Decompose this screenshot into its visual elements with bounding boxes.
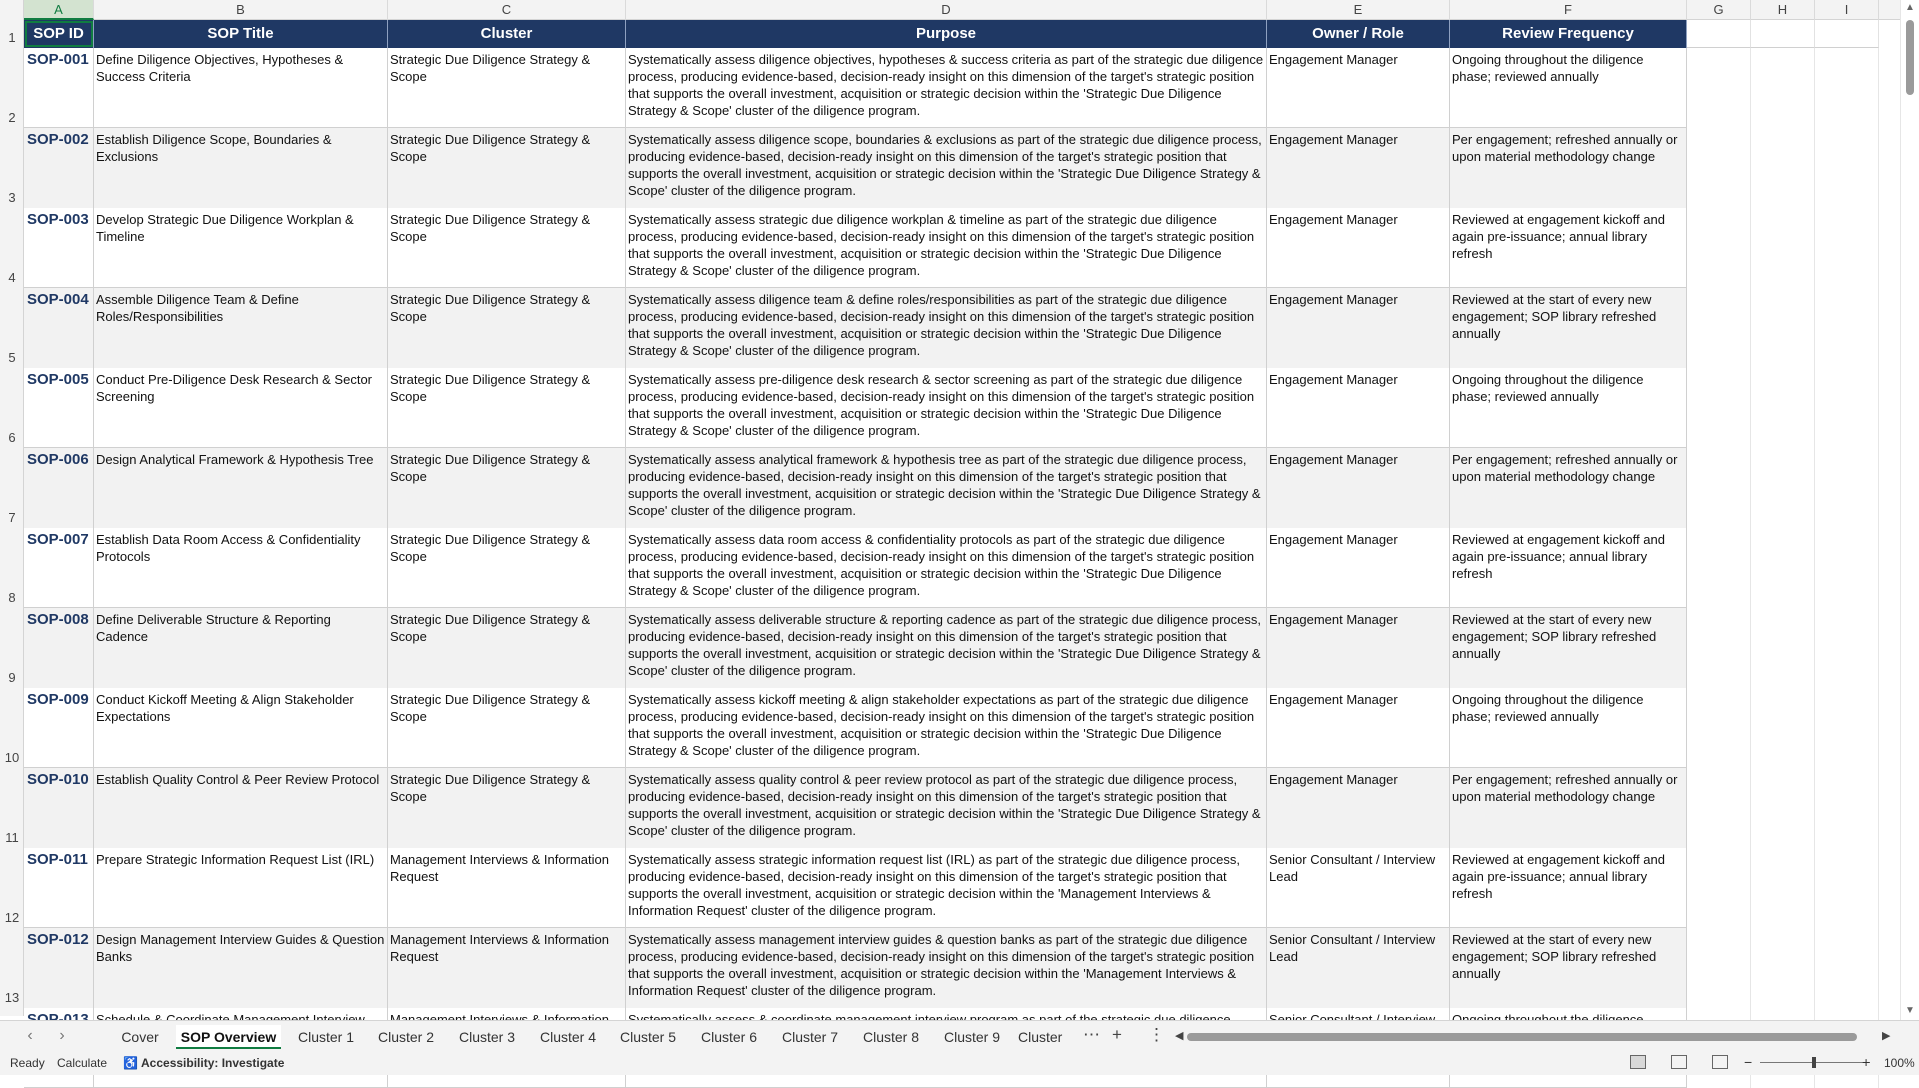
- cell-cluster[interactable]: Strategic Due Diligence Strategy & Scope: [388, 608, 626, 688]
- cell-purpose[interactable]: Systematically assess management interview guides & question banks as part of the strategic due diligence process, producing evidence-based, decision-ready insight on this dimension of the target's strategic position that supports the overall investment, acquisition or strategic decision within the 'Management Interviews & Information Request' cluster of the diligence program.: [626, 928, 1267, 1008]
- row-header-12[interactable]: 12: [4, 910, 20, 925]
- cell-purpose[interactable]: Systematically assess diligence scope, boundaries & exclusions as part of the strategic due diligence process, producing evidence-based, decision-ready insight on this dimension of the target's strategic position that supports the overall investment, acquisition or strategic decision within the 'Strategic Due Diligence Strategy & Scope' cluster of the diligence program.: [626, 128, 1267, 208]
- table-row: [24, 528, 1879, 608]
- cell-owner[interactable]: Engagement Manager: [1267, 288, 1450, 368]
- empty-cell[interactable]: [1815, 208, 1879, 288]
- cell-owner[interactable]: Engagement Manager: [1267, 608, 1450, 688]
- cell-cluster[interactable]: Strategic Due Diligence Strategy & Scope: [388, 688, 626, 768]
- zoom-slider-knob[interactable]: [1812, 1057, 1816, 1068]
- page-break-view-icon[interactable]: [1712, 1055, 1728, 1069]
- header-cell-sop-id[interactable]: SOP ID: [24, 20, 94, 48]
- cell-sop-title[interactable]: Establish Quality Control & Peer Review Protocol: [94, 768, 388, 848]
- table-row: [24, 608, 1879, 688]
- column-header-e[interactable]: E: [1267, 0, 1450, 20]
- cell-sop-title[interactable]: Conduct Kickoff Meeting & Align Stakeholder Expectations: [94, 688, 388, 768]
- cell-sop-title[interactable]: Define Deliverable Structure & Reporting Cadence: [94, 608, 388, 688]
- row-header-13[interactable]: 13: [4, 990, 20, 1005]
- column-header-a[interactable]: A: [24, 0, 94, 20]
- vertical-scroll-thumb[interactable]: [1906, 20, 1914, 95]
- zoom-in-icon[interactable]: +: [1862, 1054, 1871, 1070]
- cell-sop-title[interactable]: Design Management Interview Guides & Question Banks: [94, 928, 388, 1008]
- table-row: [24, 928, 1879, 1008]
- vertical-scrollbar[interactable]: [1900, 0, 1919, 1020]
- cell-cluster[interactable]: Strategic Due Diligence Strategy & Scope: [388, 128, 626, 208]
- cell-sop-title[interactable]: Assemble Diligence Team & Define Roles/Responsibilities: [94, 288, 388, 368]
- empty-cell[interactable]: [1751, 20, 1815, 48]
- empty-cell[interactable]: [1815, 608, 1879, 688]
- horizontal-scroll-thumb[interactable]: [1187, 1033, 1857, 1041]
- row-header-4[interactable]: 4: [8, 270, 16, 285]
- sheet-tab-cover[interactable]: Cover: [121, 1029, 159, 1045]
- empty-cell[interactable]: [1751, 768, 1815, 848]
- cell-owner[interactable]: Engagement Manager: [1267, 48, 1450, 128]
- empty-cell[interactable]: [1751, 128, 1815, 208]
- cell-sop-id[interactable]: SOP-010: [24, 768, 94, 848]
- cell-sop-title[interactable]: Design Analytical Framework & Hypothesis Tree: [94, 448, 388, 528]
- sheet-tab-sop-overview[interactable]: [176, 1025, 281, 1049]
- scroll-up-icon[interactable]: ▲: [1905, 2, 1915, 13]
- empty-cell[interactable]: [1687, 208, 1751, 288]
- column-header-h[interactable]: H: [1751, 0, 1815, 20]
- header-cell-cluster[interactable]: Cluster: [388, 20, 626, 48]
- cell-review[interactable]: Reviewed at the start of every new engagement; SOP library refreshed annually: [1450, 608, 1687, 688]
- page-layout-view-icon[interactable]: [1671, 1055, 1687, 1069]
- cell-review[interactable]: Ongoing throughout the diligence phase; reviewed annually: [1450, 368, 1687, 448]
- empty-cell[interactable]: [1815, 288, 1879, 368]
- sheet-tab-cluster-more[interactable]: Cluster: [1018, 1029, 1063, 1045]
- cell-cluster[interactable]: Management Interviews & Information Request: [388, 928, 626, 1008]
- cell-owner[interactable]: Engagement Manager: [1267, 688, 1450, 768]
- cell-sop-id[interactable]: SOP-001: [24, 48, 94, 128]
- cell-review[interactable]: Per engagement; refreshed annually or upon material methodology change: [1450, 768, 1687, 848]
- row-header-2[interactable]: 2: [8, 110, 16, 125]
- column-header-d[interactable]: D: [626, 0, 1267, 20]
- horizontal-scrollbar[interactable]: [1175, 1029, 1895, 1043]
- table-row: [24, 688, 1879, 768]
- select-all-corner[interactable]: [0, 0, 24, 20]
- spreadsheet-grid[interactable]: [24, 20, 1900, 1016]
- empty-cell[interactable]: [1687, 768, 1751, 848]
- sheet-tab-cluster-3[interactable]: Cluster 3: [458, 1029, 516, 1045]
- empty-cell[interactable]: [1751, 368, 1815, 448]
- empty-cell[interactable]: [1687, 528, 1751, 608]
- empty-cell[interactable]: [1751, 928, 1815, 1008]
- empty-cell[interactable]: [1815, 368, 1879, 448]
- empty-cell[interactable]: [1687, 288, 1751, 368]
- empty-cell[interactable]: [1815, 928, 1879, 1008]
- cell-owner[interactable]: Senior Consultant / Interview Lead: [1267, 848, 1450, 928]
- empty-cell[interactable]: [1815, 448, 1879, 528]
- cell-cluster[interactable]: Strategic Due Diligence Strategy & Scope: [388, 288, 626, 368]
- empty-cell[interactable]: [1687, 608, 1751, 688]
- row-header-3[interactable]: 3: [8, 190, 16, 205]
- cell-owner[interactable]: Senior Consultant / Interview Lead: [1267, 928, 1450, 1008]
- cell-review[interactable]: Reviewed at the start of every new engagement; SOP library refreshed annually: [1450, 928, 1687, 1008]
- cell-sop-title[interactable]: Prepare Strategic Information Request List (IRL): [94, 848, 388, 928]
- scroll-left-icon[interactable]: ◀: [1175, 1030, 1184, 1042]
- empty-cell[interactable]: [1815, 848, 1879, 928]
- table-row: [24, 288, 1879, 368]
- sheet-tab-cluster-4[interactable]: Cluster 4: [539, 1029, 597, 1045]
- status-accessibility[interactable]: Accessibility: Investigate: [141, 1056, 285, 1070]
- cell-sop-id[interactable]: SOP-011: [24, 848, 94, 928]
- empty-cell[interactable]: [1687, 448, 1751, 528]
- cell-purpose[interactable]: Systematically assess diligence objectives, hypotheses & success criteria as part of the strategic due diligence process, producing evidence-based, decision-ready insight on this dimension of the target's strategic position that supports the overall investment, acquisition or strategic decision within the 'Strategic Due Diligence Strategy & Scope' cluster of the diligence program.: [626, 48, 1267, 128]
- row-header-9[interactable]: 9: [8, 670, 16, 685]
- sheet-tab-cluster-9[interactable]: Cluster 9: [943, 1029, 1001, 1045]
- empty-cell[interactable]: [1751, 608, 1815, 688]
- column-header-i[interactable]: I: [1815, 0, 1879, 20]
- sheet-options-icon[interactable]: ⋮: [1148, 1025, 1165, 1044]
- table-row: [24, 48, 1879, 128]
- empty-cell[interactable]: [1815, 688, 1879, 768]
- cell-sop-title[interactable]: Conduct Pre-Diligence Desk Research & Sector Screening: [94, 368, 388, 448]
- cell-sop-title[interactable]: Define Diligence Objectives, Hypotheses & Success Criteria: [94, 48, 388, 128]
- empty-cell[interactable]: [1815, 128, 1879, 208]
- sheet-tab-cluster-7[interactable]: Cluster 7: [781, 1029, 839, 1045]
- empty-cell[interactable]: [1815, 20, 1879, 48]
- column-header-b[interactable]: B: [94, 0, 388, 20]
- prev-sheet-icon[interactable]: ‹: [27, 1027, 33, 1044]
- cell-review[interactable]: Reviewed at the start of every new engagement; SOP library refreshed annually: [1450, 288, 1687, 368]
- cell-sop-id[interactable]: SOP-009: [24, 688, 94, 768]
- row-header-11[interactable]: 11: [5, 830, 19, 845]
- empty-cell[interactable]: [1687, 368, 1751, 448]
- sheet-tab-label: SOP Overview: [180, 1029, 277, 1045]
- empty-cell[interactable]: [1751, 848, 1815, 928]
- cell-sop-id[interactable]: SOP-003: [24, 208, 94, 288]
- column-header-f[interactable]: F: [1450, 0, 1687, 20]
- sheet-tab-cluster-2[interactable]: Cluster 2: [377, 1029, 435, 1045]
- header-cell-purpose[interactable]: Purpose: [626, 20, 1267, 48]
- table-header-row: [24, 20, 1879, 48]
- cell-purpose[interactable]: Systematically assess quality control & peer review protocol as part of the strategic due diligence process, producing evidence-based, decision-ready insight on this dimension of the target's strategic position that supports the overall investment, acquisition or strategic decision within the 'Strategic Due Diligence Strategy & Scope' cluster of the diligence program.: [626, 768, 1267, 848]
- cell-owner[interactable]: Engagement Manager: [1267, 128, 1450, 208]
- empty-cell[interactable]: [1687, 848, 1751, 928]
- status-bar: [0, 1052, 1919, 1075]
- table-row: [24, 448, 1879, 528]
- cell-sop-title[interactable]: Establish Diligence Scope, Boundaries & Exclusions: [94, 128, 388, 208]
- empty-cell[interactable]: [1751, 688, 1815, 768]
- status-ready: Ready: [10, 1056, 45, 1070]
- row-header-6[interactable]: 6: [8, 430, 16, 445]
- cell-purpose[interactable]: Systematically assess strategic information request list (IRL) as part of the strategic due diligence process, producing evidence-based, decision-ready insight on this dimension of the target's strategic position that supports the overall investment, acquisition or strategic decision within the 'Management Interviews & Information Request' cluster of the diligence program.: [626, 848, 1267, 928]
- cell-review[interactable]: Ongoing throughout the diligence phase; reviewed annually: [1450, 48, 1687, 128]
- column-header-g[interactable]: G: [1687, 0, 1751, 20]
- row-header-8[interactable]: 8: [8, 590, 16, 605]
- status-calculate[interactable]: Calculate: [57, 1056, 108, 1070]
- row-header-bar: [0, 20, 24, 1016]
- cell-purpose[interactable]: Systematically assess data room access & confidentiality protocols as part of the strategic due diligence process, producing evidence-based, decision-ready insight on this dimension of the target's strategic position that supports the overall investment, acquisition or strategic decision within the 'Strategic Due Diligence Strategy & Scope' cluster of the diligence program.: [626, 528, 1267, 608]
- empty-cell[interactable]: [1687, 20, 1751, 48]
- cell-sop-id[interactable]: SOP-005: [24, 368, 94, 448]
- scroll-down-icon[interactable]: ▼: [1905, 1005, 1915, 1016]
- column-header-c[interactable]: C: [388, 0, 626, 20]
- normal-view-icon[interactable]: [1630, 1055, 1646, 1069]
- zoom-slider[interactable]: [1760, 1062, 1870, 1063]
- cell-owner[interactable]: Engagement Manager: [1267, 768, 1450, 848]
- cell-sop-id[interactable]: SOP-012: [24, 928, 94, 1008]
- sheet-tab-cluster-1[interactable]: Cluster 1: [297, 1029, 355, 1045]
- cell-cluster[interactable]: Strategic Due Diligence Strategy & Scope: [388, 528, 626, 608]
- cell-sop-title[interactable]: Develop Strategic Due Diligence Workplan & Timeline: [94, 208, 388, 288]
- empty-cell[interactable]: [1815, 528, 1879, 608]
- cell-sop-id[interactable]: SOP-007: [24, 528, 94, 608]
- empty-cell[interactable]: [1687, 128, 1751, 208]
- cell-cluster[interactable]: Management Interviews & Information Request: [388, 848, 626, 928]
- next-sheet-icon[interactable]: ›: [59, 1027, 65, 1044]
- more-sheets-icon[interactable]: ⋯: [1083, 1025, 1100, 1044]
- cell-purpose[interactable]: Systematically assess deliverable structure & reporting cadence as part of the strategic due diligence process, producing evidence-based, decision-ready insight on this dimension of the target's strategic position that supports the overall investment, acquisition or strategic decision within the 'Strategic Due Diligence Strategy & Scope' cluster of the diligence program.: [626, 608, 1267, 688]
- cell-review[interactable]: Reviewed at engagement kickoff and again pre-issuance; annual library refresh: [1450, 528, 1687, 608]
- table-row: [24, 368, 1879, 448]
- cell-sop-id[interactable]: SOP-006: [24, 448, 94, 528]
- sheet-tab-cluster-8[interactable]: Cluster 8: [862, 1029, 920, 1045]
- cell-sop-id[interactable]: SOP-008: [24, 608, 94, 688]
- empty-cell[interactable]: [1751, 288, 1815, 368]
- row-header-5[interactable]: 5: [8, 350, 16, 365]
- scroll-right-icon[interactable]: ▶: [1882, 1030, 1891, 1042]
- table-row: [24, 768, 1879, 848]
- cell-purpose[interactable]: Systematically assess strategic due diligence workplan & timeline as part of the strategic due diligence process, producing evidence-based, decision-ready insight on this dimension of the target's strategic position that supports the overall investment, acquisition or strategic decision within the 'Strategic Due Diligence Strategy & Scope' cluster of the diligence program.: [626, 208, 1267, 288]
- cell-owner[interactable]: Engagement Manager: [1267, 448, 1450, 528]
- header-cell-owner[interactable]: Owner / Role: [1267, 20, 1450, 48]
- cell-cluster[interactable]: Strategic Due Diligence Strategy & Scope: [388, 48, 626, 128]
- cell-cluster[interactable]: Strategic Due Diligence Strategy & Scope: [388, 768, 626, 848]
- header-cell-review[interactable]: Review Frequency: [1450, 20, 1687, 48]
- sheet-tab-cluster-5[interactable]: Cluster 5: [619, 1029, 677, 1045]
- cell-sop-id[interactable]: SOP-004: [24, 288, 94, 368]
- cell-owner[interactable]: Engagement Manager: [1267, 528, 1450, 608]
- cell-sop-title[interactable]: Establish Data Room Access & Confidentiality Protocols: [94, 528, 388, 608]
- cell-review[interactable]: Reviewed at engagement kickoff and again pre-issuance; annual library refresh: [1450, 848, 1687, 928]
- empty-cell[interactable]: [1815, 768, 1879, 848]
- add-sheet-icon[interactable]: +: [1112, 1025, 1122, 1044]
- row-header-1[interactable]: 1: [8, 30, 16, 45]
- cell-purpose[interactable]: Systematically assess diligence team & define roles/responsibilities as part of the strategic due diligence process, producing evidence-based, decision-ready insight on this dimension of the target's strategic position that supports the overall investment, acquisition or strategic decision within the 'Strategic Due Diligence Strategy & Scope' cluster of the diligence program.: [626, 288, 1267, 368]
- empty-cell[interactable]: [1687, 48, 1751, 128]
- cell-owner[interactable]: Engagement Manager: [1267, 368, 1450, 448]
- column-header-bar: [0, 0, 1900, 20]
- empty-cell[interactable]: [1751, 528, 1815, 608]
- zoom-out-icon[interactable]: −: [1744, 1054, 1753, 1070]
- accessibility-icon: ♿: [123, 1056, 138, 1070]
- zoom-level[interactable]: 100%: [1884, 1056, 1915, 1070]
- empty-cell[interactable]: [1751, 448, 1815, 528]
- row-header-10[interactable]: 10: [4, 750, 20, 765]
- cell-cluster[interactable]: Strategic Due Diligence Strategy & Scope: [388, 208, 626, 288]
- row-header-7[interactable]: 7: [8, 510, 16, 525]
- cell-review[interactable]: Per engagement; refreshed annually or upon material methodology change: [1450, 128, 1687, 208]
- cell-owner[interactable]: Engagement Manager: [1267, 208, 1450, 288]
- cell-review[interactable]: Ongoing throughout the diligence phase; reviewed annually: [1450, 688, 1687, 768]
- cell-purpose[interactable]: Systematically assess analytical framework & hypothesis tree as part of the strategic due diligence process, producing evidence-based, decision-ready insight on this dimension of the target's strategic position that supports the overall investment, acquisition or strategic decision within the 'Strategic Due Diligence Strategy & Scope' cluster of the diligence program.: [626, 448, 1267, 528]
- cell-review[interactable]: Per engagement; refreshed annually or upon material methodology change: [1450, 448, 1687, 528]
- empty-cell[interactable]: [1687, 688, 1751, 768]
- cell-cluster[interactable]: Strategic Due Diligence Strategy & Scope: [388, 448, 626, 528]
- header-cell-sop-title[interactable]: SOP Title: [94, 20, 388, 48]
- empty-cell[interactable]: [1751, 208, 1815, 288]
- table-row: [24, 848, 1879, 928]
- empty-cell[interactable]: [1687, 928, 1751, 1008]
- cell-purpose[interactable]: Systematically assess pre-diligence desk research & sector screening as part of the strategic due diligence process, producing evidence-based, decision-ready insight on this dimension of the target's strategic position that supports the overall investment, acquisition or strategic decision within the 'Strategic Due Diligence Strategy & Scope' cluster of the diligence program.: [626, 368, 1267, 448]
- empty-cell[interactable]: [1815, 48, 1879, 128]
- table-row: [24, 128, 1879, 208]
- cell-review[interactable]: Reviewed at engagement kickoff and again pre-issuance; annual library refresh: [1450, 208, 1687, 288]
- cell-cluster[interactable]: Strategic Due Diligence Strategy & Scope: [388, 368, 626, 448]
- table-row: [24, 208, 1879, 288]
- sheet-tab-bar: [0, 1020, 1919, 1052]
- cell-sop-id[interactable]: SOP-002: [24, 128, 94, 208]
- empty-cell[interactable]: [1751, 48, 1815, 128]
- sheet-tab-cluster-6[interactable]: Cluster 6: [700, 1029, 758, 1045]
- cell-purpose[interactable]: Systematically assess kickoff meeting & align stakeholder expectations as part of the strategic due diligence process, producing evidence-based, decision-ready insight on this dimension of the target's strategic position that supports the overall investment, acquisition or strategic decision within the 'Strategic Due Diligence Strategy & Scope' cluster of the diligence program.: [626, 688, 1267, 768]
